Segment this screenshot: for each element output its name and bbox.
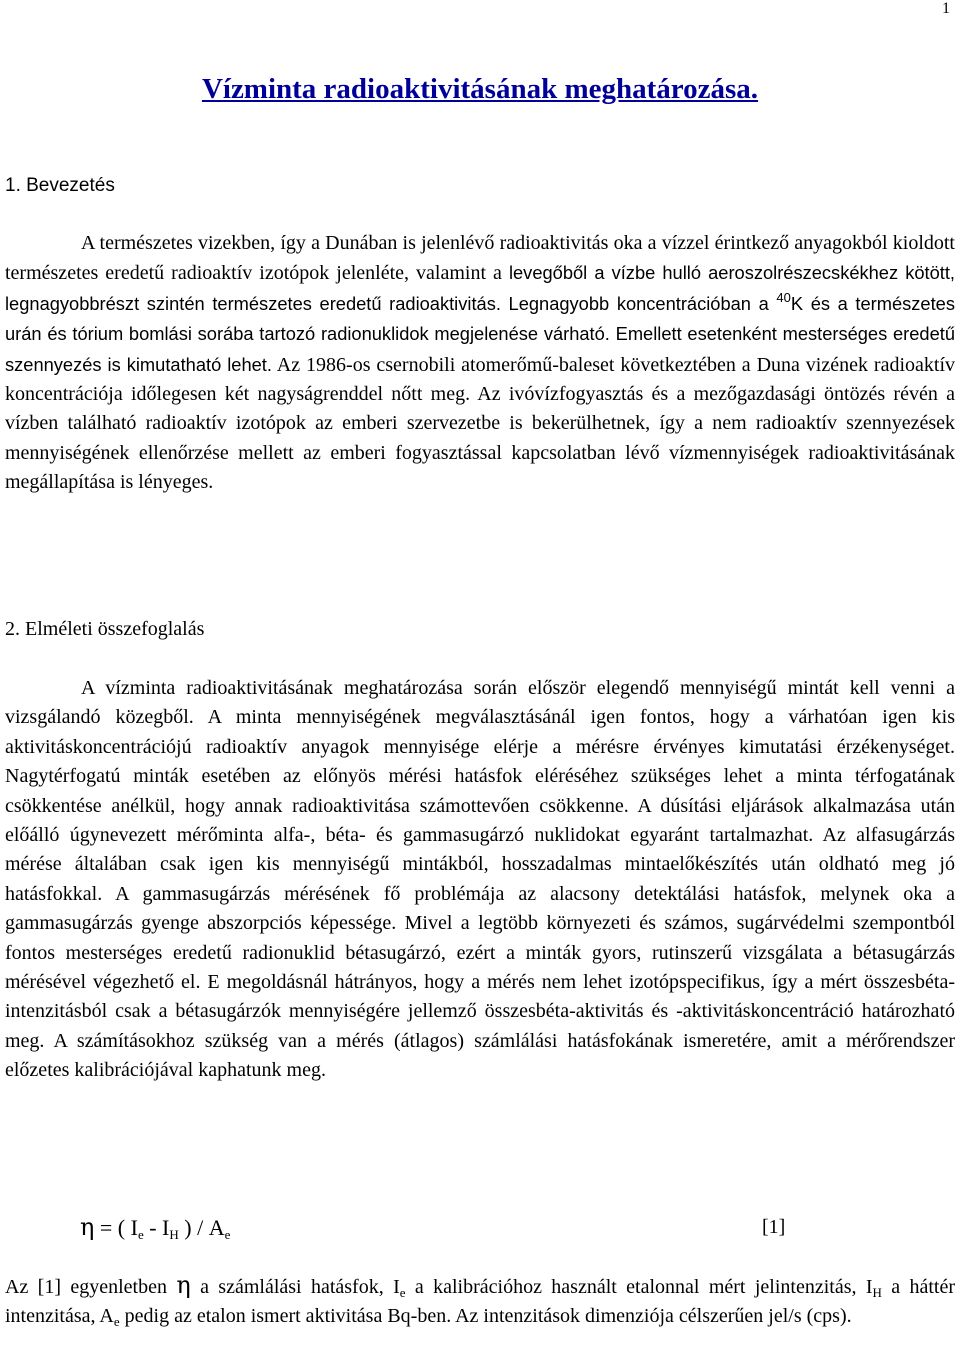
eta-symbol: η (80, 1213, 95, 1241)
intro-paragraph (5, 229, 955, 498)
page-number: 1 (942, 0, 950, 17)
page-title: Vízminta radioaktivitásának meghatározása. (201, 73, 759, 105)
section-heading-theory: 2. Elméleti összefoglalás (5, 618, 205, 640)
theory-paragraph: A vízminta radioaktivitásának meghatározása során először elegendő mennyiségű mintát kell venni a vizsgálandó közegből. A minta mennyiségének megválasztásánál igen fontos, hogy a várhatóan igen kis aktivitáskoncentrációjú radioaktív anyagok mennyisége elérje a mérésre érvényes kimutatási érzékenységet. Nagytérfogatú minták esetében az előnyös mérési hatásfok eléréséhez szükséges lehet a minta térfogatának csökkentése anélkül, hogy annak radioaktivitása számottevően csökkenne. A dúsítási eljárások alkalmazása után előálló úgynevezett mérőminta alfa-, béta- és gammasugárzó nuklidokat egyaránt tartalmazhat. Az alfasugárzás mérése általában csak igen kis mennyiségű mintákból, hosszadalmas mintaelőkészítés után oldható meg jó hatásfokkal. A gammasugárzás mérésének fő problémája az alacsony detektálási hatásfok, melynek oka a gammasugárzás gyenge abszorpciós képessége. Mivel a legtöbb környezeti és számos, sugárvédelmi szempontból fontos mesterséges eredetű radionuklid bétasugárzó, ezért a minták gyors, rutinszerű vizsgálata a bétasugárzás mérésével végezhető el. E megoldásnál hátrányos, hogy a mérés nem lehet izotópspecifikus, így a mért összesbéta-intenzitásból csak a bétasugárzók mennyiségére jellemző összesbéta-aktivitás és -aktivitáskoncentráció határozható meg. A számításokhoz szükség van a mérés (átlagos) számlálási hatásfokának ismeretére, amit a mérőrendszer előzetes kalibrációjával kaphatunk meg. (5, 677, 955, 1082)
k40-superscript: 40 (776, 289, 791, 305)
intro-text-b: levegőből a vízbe hulló aeroszolrészecskékhez kötött, legnagyobbrészt szintén természetes eredetű radioaktivitás. Legnagyobb koncentrációban a $^{40}$K és a természetes urán és tórium bomlási sorába tartozó radionuklidok megjelenése várható. Emellett esetenként mesterséges eredetű szennyezés is kimutatható lehet. (5, 262, 956, 375)
eta-symbol: η (176, 1271, 191, 1299)
equation-number: [1] (762, 1216, 786, 1238)
equation: η = ( $I_e - I_H$ ) / $A_e$ (80, 1213, 231, 1242)
intro-text-d: Az 1986-os csernobili atomerőmű-baleset következtében a Duna vizének radioaktív koncentrációja időlegesen két nagyságrenddel nőtt meg. Az ivóvízfogyasztás és a mezőgazdasági öntözés révén a vízben található radioaktív izotópok az emberi szervezetbe is bekerülhetnek, így a nem radioaktív szennyezések mennyiségének ellenőrzése mellett az emberi fogyasztással kapcsolatban lévő vízmennyiségek radioaktivitásának megállapítása is lényeges. (5, 353, 955, 494)
intro-text-a: A természetes vizekben, így a Dunában is jelenlévő radioaktivitás oka a vízzel érintkező anyagokból kioldott természetes eredetű radioaktív izotópok jelenléte, valamint a (5, 232, 955, 285)
section-heading-intro: 1. Bevezetés (5, 175, 115, 196)
explanation-paragraph: Az [1] egyenletben η a számlálási hatásfok, $I_e$ a kalibrációhoz használt etalonnal mért jelintenzitás, $I_H$ a háttér intenzitása, $A_e$ pedig az etalon ismert aktivitása Bq-ben. Az intenzitások dimenziója célszerűen jel/s (cps). (5, 1271, 956, 1330)
